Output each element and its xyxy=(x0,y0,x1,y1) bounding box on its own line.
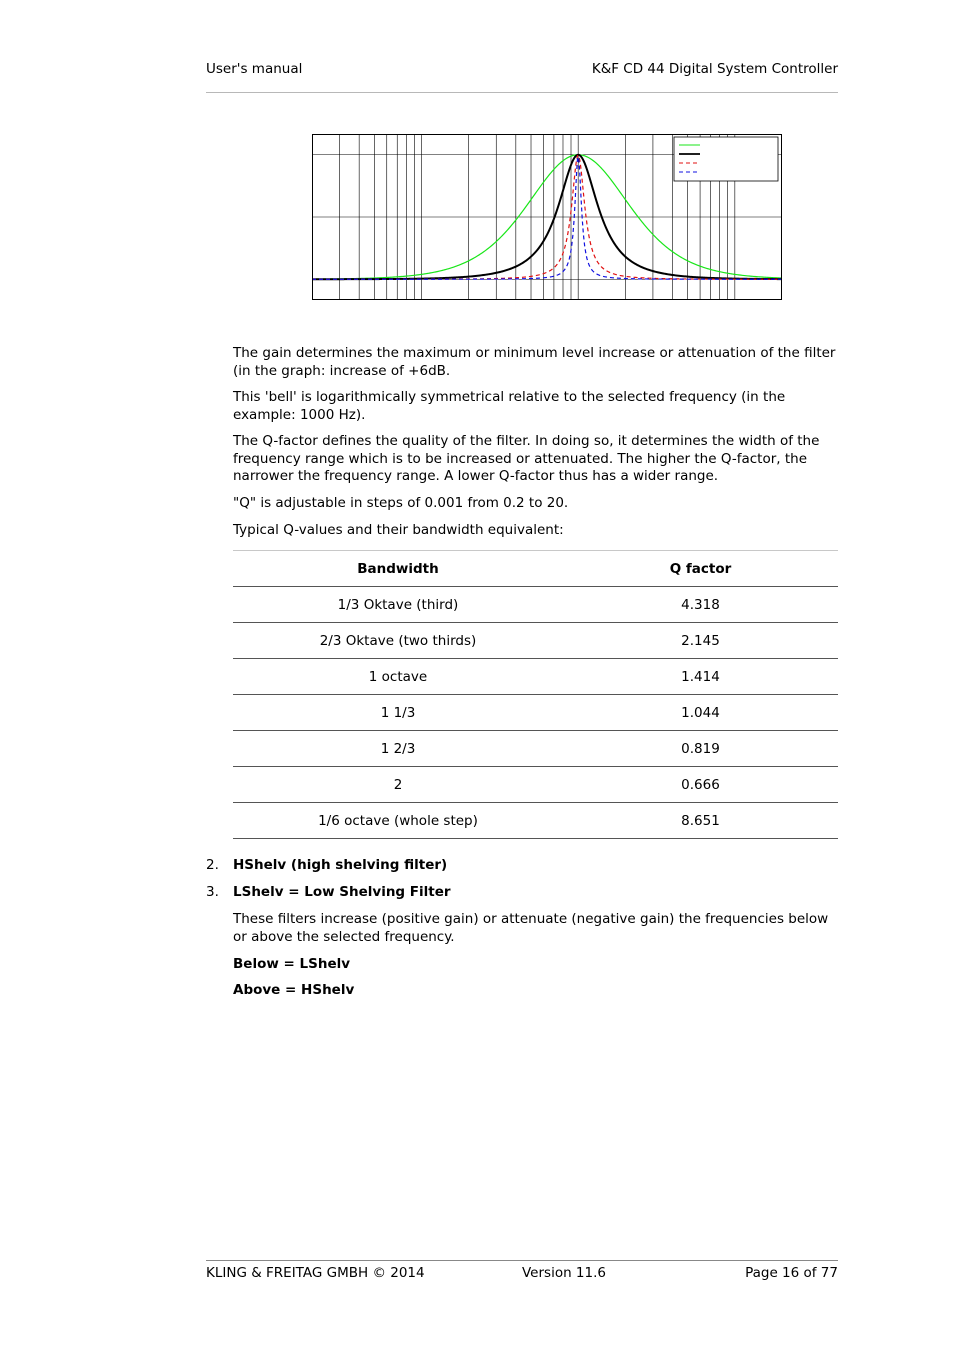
col-header-q-factor: Q factor xyxy=(563,551,838,587)
table-row xyxy=(233,767,838,803)
cell-q: 4.318 xyxy=(563,587,838,623)
footer-version: Version 11.6 xyxy=(522,1265,606,1281)
header-product-title: K&F CD 44 Digital System Controller xyxy=(591,61,838,77)
above-hshelv: Above = HShelv xyxy=(233,982,355,998)
cell-q: 0.819 xyxy=(563,731,838,767)
chart-svg xyxy=(312,134,782,300)
list-number-3: 3. xyxy=(206,884,219,900)
paragraph-gain: The gain determines the maximum or minimum level increase or attenuation of the filter (in the graph: increase of +6dB. xyxy=(233,345,836,379)
table-row xyxy=(233,803,838,839)
table-row xyxy=(233,587,838,623)
chart-legend xyxy=(674,137,778,181)
cell-q: 1.414 xyxy=(563,659,838,695)
cell-bandwidth: 1 2/3 xyxy=(233,731,563,767)
list-item-hshelv: HShelv (high shelving filter) xyxy=(233,857,448,873)
cell-bandwidth: 1/6 octave (whole step) xyxy=(233,803,563,839)
col-header-bandwidth: Bandwidth xyxy=(233,551,563,587)
paragraph-bell: This 'bell' is logarithmically symmetrical relative to the selected frequency (in the example: 1000 Hz). xyxy=(233,389,786,423)
cell-bandwidth: 1 1/3 xyxy=(233,695,563,731)
paragraph-typical-q: Typical Q-values and their bandwidth equivalent: xyxy=(233,522,564,538)
footer-rule xyxy=(206,1260,838,1261)
header-rule xyxy=(206,92,838,93)
paragraph-q-range: "Q" is adjustable in steps of 0.001 from 0.2 to 20. xyxy=(233,495,569,511)
cell-bandwidth: 2 xyxy=(233,767,563,803)
cell-q: 8.651 xyxy=(563,803,838,839)
table-row xyxy=(233,695,838,731)
table-header-row xyxy=(233,551,838,587)
cell-q: 1.044 xyxy=(563,695,838,731)
table-row xyxy=(233,659,838,695)
cell-bandwidth: 1 octave xyxy=(233,659,563,695)
cell-bandwidth: 1/3 Oktave (third) xyxy=(233,587,563,623)
list-item-lshelv: LShelv = Low Shelving Filter xyxy=(233,884,451,900)
below-lshelv: Below = LShelv xyxy=(233,956,351,972)
cell-q: 0.666 xyxy=(563,767,838,803)
footer-company: KLING & FREITAG GMBH © 2014 xyxy=(206,1265,425,1281)
q-bandwidth-table xyxy=(233,550,838,839)
header-manual-title: User's manual xyxy=(206,61,303,77)
paragraph-q-factor: The Q-factor defines the quality of the filter. In doing so, it determines the width of the frequency range which is to be increased or attenuated. The higher the Q-factor, the narrower the frequency range. A lower Q-factor thus has a wider range. xyxy=(233,433,820,484)
table-row xyxy=(233,623,838,659)
peq-bell-chart xyxy=(312,134,782,300)
cell-bandwidth: 2/3 Oktave (two thirds) xyxy=(233,623,563,659)
paragraph-shelving: These filters increase (positive gain) or attenuate (negative gain) the frequencies below or above the selected frequency. xyxy=(233,911,829,945)
list-number-2: 2. xyxy=(206,857,219,873)
cell-q: 2.145 xyxy=(563,623,838,659)
footer-page-number: Page 16 of 77 xyxy=(745,1265,838,1281)
table-row xyxy=(233,731,838,767)
